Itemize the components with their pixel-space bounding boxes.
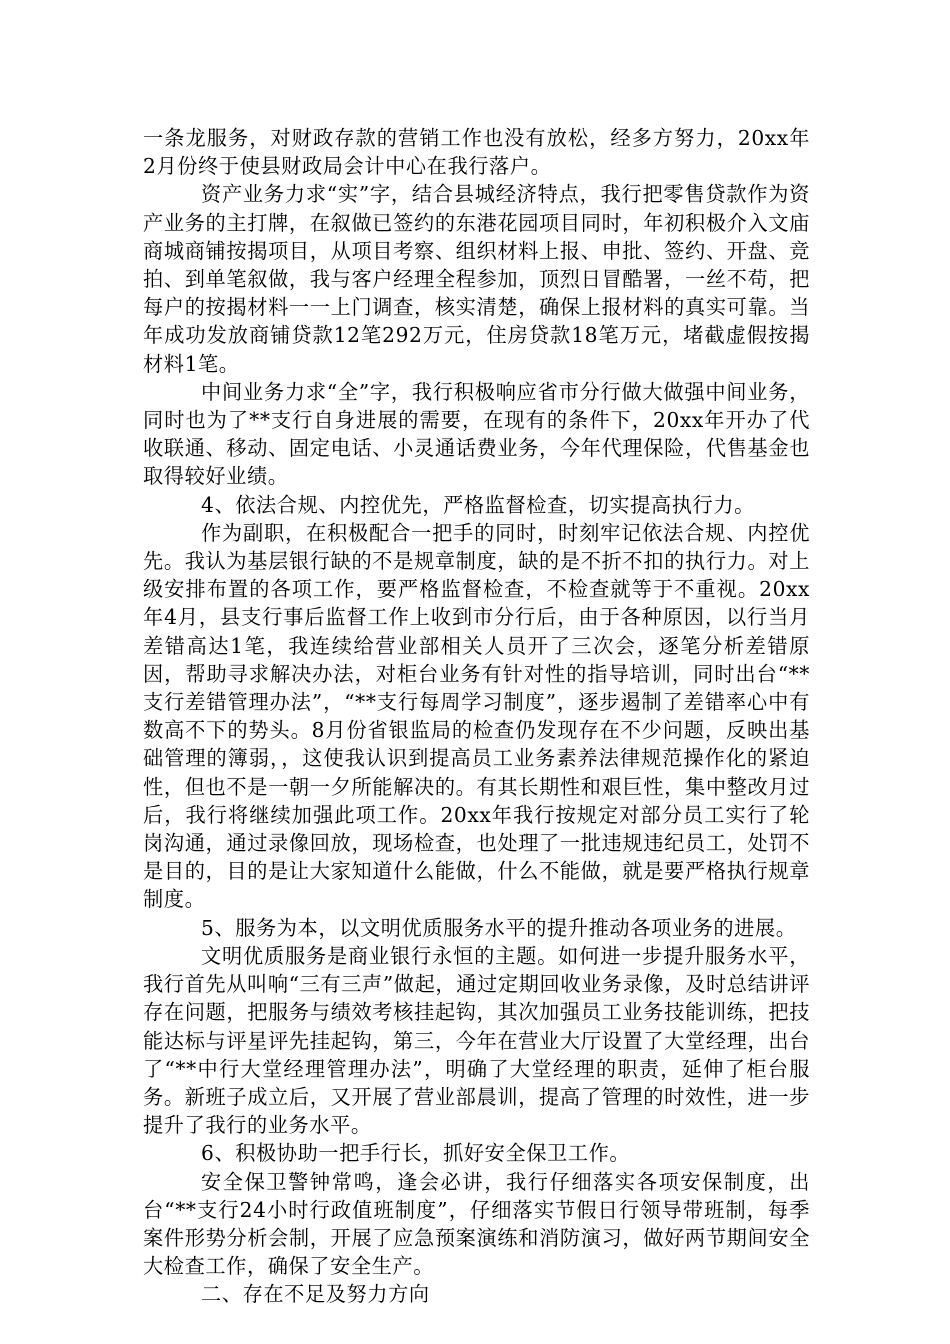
paragraph-3: 中间业务力求“全”字，我行积极响应省市分行做大做强中间业务，同时也为了**支行自身进展的需要，在现有的条件下，20xx年开办了代收联通、移动、固定电话、小灵通话费业务，今年代理保险，代售基金也取得较好业绩。: [143, 379, 810, 489]
paragraph-2: 资产业务力求“实”字，结合县城经济特点，我行把零售贷款作为资产业务的主打牌，在叙做已签约的东港花园项目同时，年初积极介入文庙商城商铺按揭项目，从项目考察、组织材料上报、申批、签约、开盘、竞拍、到单笔叙做，我与客户经理全程参加，顶烈日冒酷署，一丝不苟，把每户的按揭材料一一上门调查，核实清楚，确保上报材料的真实可靠。当年成功发放商铺贷款12笔292万元，住房贷款18笔万元，堵截虚假按揭材料1笔。: [143, 182, 810, 376]
section-heading-2: 二、存在不足及努力方向: [201, 1282, 430, 1307]
paragraph-5: 作为副职，在积极配合一把手的同时，时刻牢记依法合规、内控优先。我认为基层银行缺的不是规章制度，缺的是不折不扣的执行力。对上级安排布置的各项工作，要严格监督检查，不检查就等于不重视。20xx年4月，县支行事后监督工作上收到市分行后，由于各种原因，以行当月差错高达1笔，我连续给营业部相关人员开了三次会，逐笔分析差错原因，帮助寻求解决办法，对柜台业务有针对性的指导培训，同时出台“**支行差错管理办法”，“**支行每周学习制度”，逐步遏制了差错率心中有数高不下的势头。8月份省银监局的检查仍发现存在不少问题，反映出基础管理的簿弱，，这使我认识到提高员工业务素养法律规范操作化的紧迫性，但也不是一朝一夕所能解决的。有其长期性和艰巨性，集中整改月过后，我行将继续加强此项工作。20xx年我行按规定对部分员工实行了轮岗沟通，通过录像回放，现场检查，也处理了一批违规违纪员工，处罚不是目的，目的是让大家知道什么能做，什么不能做，就是要严格执行规章制度。: [143, 520, 810, 912]
section-heading-4: 4、依法合规、内控优先，严格监督检查，切实提高执行力。: [201, 492, 755, 517]
paragraph-9: 安全保卫警钟常鸣，逢会必讲，我行仔细落实各项安保制度，出台“**支行24小时行政值班制度”，仔细落实节假日行领导带班制，每季案件形势分析会制，开展了应急预案演练和消防演习，做好两节期间安全大检查工作，确保了安全生产。: [143, 1169, 810, 1279]
document-body: [143, 124, 810, 1309]
paragraph-1: 一条龙服务，对财政存款的营销工作也没有放松，经多方努力，20xx年2月份终于使县财政局会计中心在我行落户。: [143, 126, 810, 179]
section-heading-5: 5、服务为本，以文明优质服务水平的提升推动各项业务的进展。: [201, 915, 797, 940]
section-heading-6: 6、积极协助一把手行长，抓好安全保卫工作。: [201, 1141, 631, 1166]
paragraph-7: 文明优质服务是商业银行永恒的主题。如何进一步提升服务水平，我行首先从叫响“三有三声”做起，通过定期回收业务录像，及时总结讲评存在问题，把服务与绩效考核挂起钩，其次加强员工业务技能训练，把技能达标与评星评先挂起钩，第三，今年在营业大厅设置了大堂经理，出台了“**中行大堂经理管理办法”，明确了大堂经理的职责，延伸了柜台服务。新班子成立后，又开展了营业部晨训，提高了管理的时效性，进一步提升了我行的业务水平。: [143, 943, 810, 1138]
